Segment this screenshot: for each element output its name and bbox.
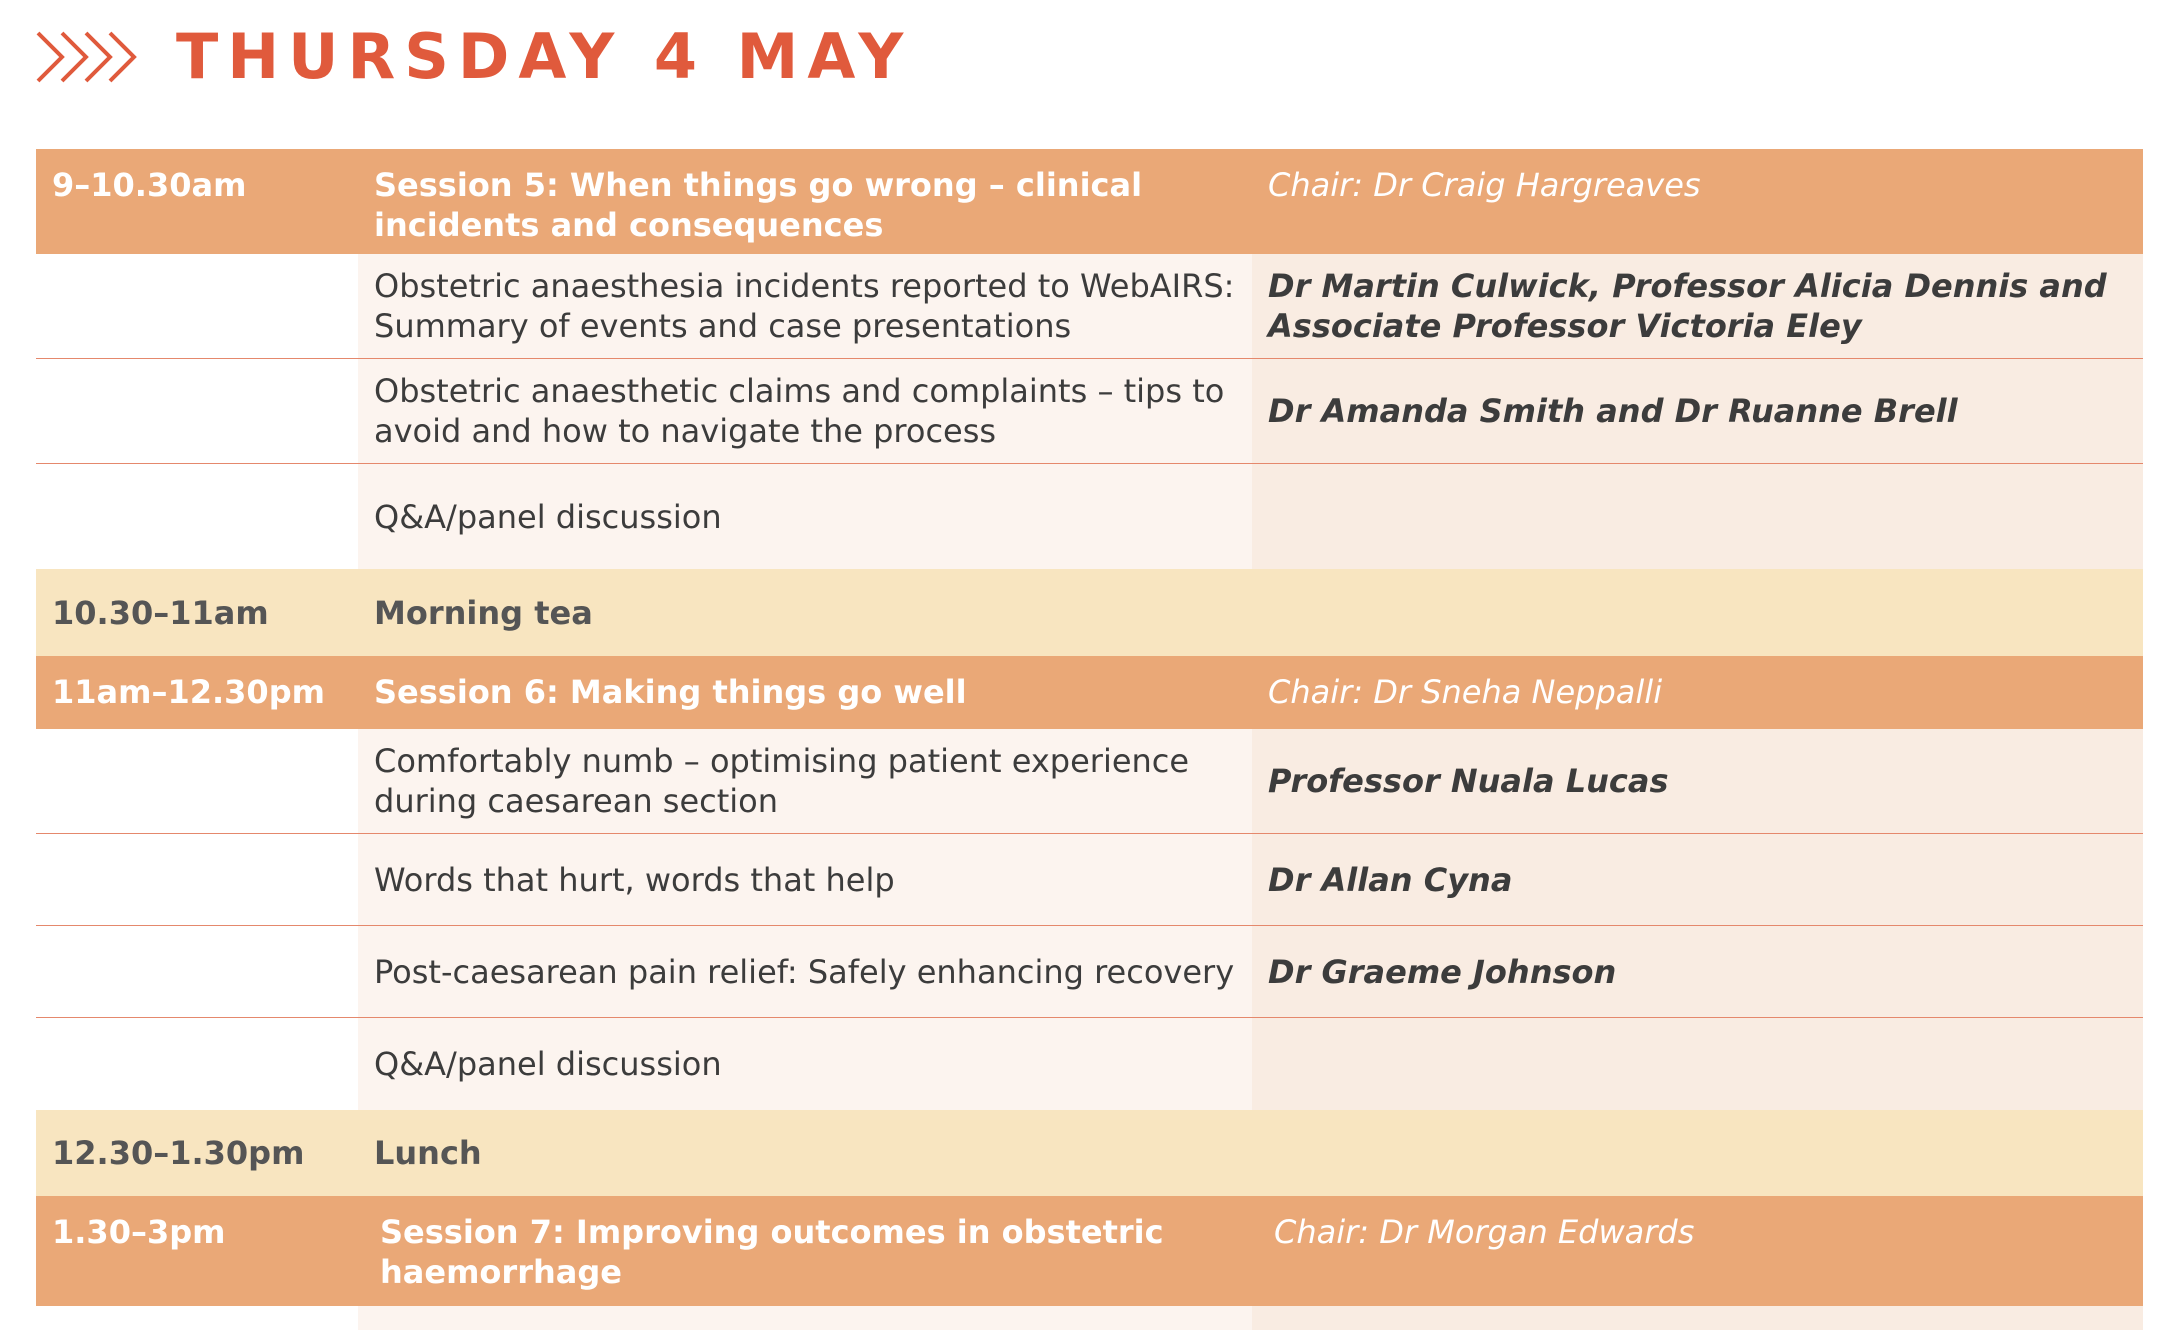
session-title: Session 7: Improving outcomes in obstetric haemorrhage: [380, 1213, 1164, 1291]
session-chair: Chair: Dr Morgan Edwards: [1274, 1213, 1695, 1251]
talk-title: Q&A/panel discussion: [358, 464, 1252, 569]
talk-speaker-empty: [1252, 1306, 2143, 1330]
talk-title: Obstetric anaesthetic claims and complaints – tips to avoid and how to navigate the process: [358, 359, 1252, 463]
session-chair: Chair: Dr Craig Hargreaves: [1268, 166, 1701, 204]
talk-row: [36, 1018, 2143, 1110]
talk-time-empty: [36, 359, 358, 463]
talk-title: Obstetric anaesthesia incidents reported to WebAIRS: Summary of events and case presentations: [358, 254, 1252, 358]
talk-speaker: Dr Amanda Smith and Dr Ruanne Brell: [1252, 359, 2143, 463]
chevrons-right-icon: [34, 29, 142, 85]
talk-speaker: [1252, 464, 2143, 569]
program-table: [36, 149, 2143, 1330]
session-header-row: [36, 1196, 2143, 1306]
talk-time-empty: [36, 464, 358, 569]
talk-time-empty: [36, 834, 358, 925]
talk-speaker: Professor Nuala Lucas: [1252, 729, 2143, 833]
talk-time-empty: [36, 254, 358, 358]
break-title: Morning tea: [374, 593, 593, 632]
talk-row: [36, 834, 2143, 926]
session-time: 9–10.30am: [52, 166, 247, 204]
talk-time-empty: [36, 729, 358, 833]
session-time: 1.30–3pm: [52, 1213, 226, 1251]
talk-row: [36, 359, 2143, 464]
session-title: Session 6: Making things go well: [374, 673, 967, 711]
break-time: 10.30–11am: [52, 593, 269, 632]
break-row: [36, 569, 2143, 656]
session-chair: Chair: Dr Sneha Neppalli: [1268, 673, 1663, 711]
talk-time-empty: [36, 1018, 358, 1110]
talk-title-empty: [358, 1306, 1252, 1330]
talk-speaker: Dr Graeme Johnson: [1252, 926, 2143, 1017]
break-title: Lunch: [374, 1134, 482, 1172]
session-title: Session 5: When things go wrong – clinical incidents and consequences: [374, 166, 1143, 244]
talk-row: [36, 254, 2143, 359]
break-time: 12.30–1.30pm: [52, 1134, 305, 1172]
break-row: [36, 1110, 2143, 1196]
talk-title: Words that hurt, words that help: [358, 834, 1252, 925]
session-header-row: [36, 656, 2143, 729]
talk-row: [36, 926, 2143, 1018]
talk-row: [36, 729, 2143, 834]
page-title: THURSDAY 4 MAY: [176, 20, 913, 93]
break-empty: [1252, 569, 2143, 656]
talk-speaker: Dr Allan Cyna: [1252, 834, 2143, 925]
talk-row: [36, 464, 2143, 569]
talk-time-empty: [36, 1306, 358, 1330]
session-header-row: [36, 149, 2143, 254]
talk-speaker: Dr Martin Culwick, Professor Alicia Dennis and Associate Professor Victoria Eley: [1252, 254, 2143, 358]
talk-time-empty: [36, 926, 358, 1017]
session-time: 11am–12.30pm: [52, 673, 325, 711]
talk-title: Post-caesarean pain relief: Safely enhancing recovery: [358, 926, 1252, 1017]
talk-speaker: [1252, 1018, 2143, 1110]
talk-title: Comfortably numb – optimising patient experience during caesarean section: [358, 729, 1252, 833]
talk-title: Q&A/panel discussion: [358, 1018, 1252, 1110]
talk-row: [36, 1306, 2143, 1330]
break-empty: [1252, 1110, 2143, 1196]
page-header: [34, 14, 912, 100]
